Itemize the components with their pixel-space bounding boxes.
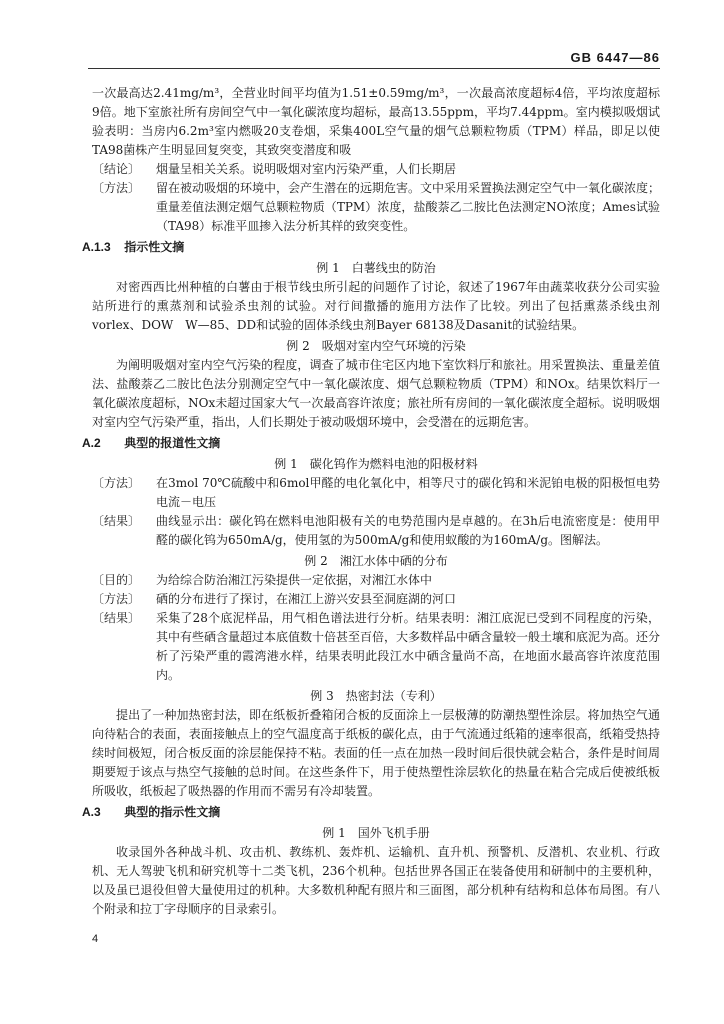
section-number: A.3 xyxy=(82,805,101,819)
section-heading-a13 xyxy=(82,238,660,257)
page-number: 4 xyxy=(92,933,99,945)
example-title: 例 2 湘江水体中硒的分布 xyxy=(304,554,448,568)
section-number: A.2 xyxy=(82,436,101,450)
method-tag: 〔方法〕 xyxy=(92,476,141,490)
conclusion-block xyxy=(92,160,660,179)
section-title: 指示性文摘 xyxy=(124,240,185,254)
result-block xyxy=(92,609,660,685)
example-body: 收录国外各种战斗机、攻击机、教练机、轰炸机、运输机、直升机、预警机、反潜机、农业机、行政机、无人驾驶飞机和研究机等十二类飞机，236个机种。包括世界各国正在装备使用和研制中的主要机种，以及虽已退役但曾大量使用过的机种。大多数机种配有照片和三面图，部分机种有结构和总体布局图。有八个附录和拉丁字母顺序的目录索引。 xyxy=(92,845,660,916)
example-body: 为阐明吸烟对室内空气污染的程度，调查了城市住宅区内地下室饮料厅和旅社。用采置换法、重量差值法、盐酸萘乙二胺比色法分别测定空气中一氧化碳浓度、烟气总颗粒物质（TPM）和NOx。结果饮料厅一氧化碳浓度超标，NOx未超过国家大气一次最高容许浓度；旅社所有房间的一氧化碳浓度全超标。说明吸烟对室内空气污染严重，指出，人们长期处于被动吸烟环境中，会受潜在的远期危害。 xyxy=(92,358,660,429)
result-text: 采集了28个底泥样品，用气相色谱法进行分析。结果表明：湘江底泥已受到不同程度的污染，其中有些硒含量超过本底值数十倍甚至百倍，大多数样品中硒含量较一般土壤和底泥为高。还分析了污染严重的霞湾港水样，结果表明此段江水中硒含量尚不高，在地面水最高容许浓度范围内。 xyxy=(156,611,661,682)
example-body: 提出了一种加热密封法，即在纸板折叠箱闭合板的反面涂上一层极薄的防潮热塑性涂层。将加热空气通向待粘合的表面，表面接触点上的空气温度高于纸板的碳化点，由于气流通过纸箱的速率很高，纸箱受热持续时间极短，闭合板反面的涂层能保持不粘。表面的任一点在加热一段时间后很快就会粘合，条件是时间周期要短于该点与热空气接触的总时间。在这些条件下，用于使热塑性涂层软化的热量在粘合完成后使被纸板所吸收，纸板起了吸热器的作用而不需另有冷却装置。 xyxy=(92,708,660,798)
method-text: 留在被动吸烟的环境中，会产生潜在的远期危害。文中采用采置换法测定空气中一氧化碳浓度；重量差值法测定烟气总颗粒物质（TPM）浓度，盐酸萘乙二胺比色法测定NO浓度；Ames试验（TA98）标准平皿掺入法分析其样的致突变性。 xyxy=(156,181,661,233)
method-tag: 〔方法〕 xyxy=(92,181,141,195)
method-text: 硒的分布进行了探讨，在湘江上游兴安县至洞庭湖的河口 xyxy=(156,592,457,606)
result-text: 曲线显示出：碳化钨在燃料电池阳极有关的电势范围内是卓越的。在3h后电流密度是：使用甲醛的碳化钨为650mA/g，使用氢的为500mA/g和使用蚁酸的为160mA/g。图解法。 xyxy=(156,514,660,547)
result-block xyxy=(92,512,660,550)
purpose-text: 为给综合防治湘江污染提供一定依据，对湘江水体中 xyxy=(156,573,433,587)
method-block xyxy=(92,590,660,609)
section-number: A.1.3 xyxy=(82,240,111,254)
header-rule xyxy=(88,68,660,69)
purpose-tag: 〔目的〕 xyxy=(92,573,141,587)
example-title: 例 1 国外飞机手册 xyxy=(322,826,430,840)
continuation-paragraph: 一次最高达2.41mg/m³，全营业时间平均值为1.51±0.59mg/m³，一次最高浓度超标4倍，平均浓度超标9倍。地下室旅社所有房间空气中一氧化碳浓度均超标，最高13.55ppm，平均7.44ppm。室内模拟吸烟试验表明：当房内6.2m³室内燃吸20支卷烟，采集400L空气量的烟气总颗粒物质（TPM）样品，即足以使TA98菌株产生明显回复突变，其致突变潜度和吸 xyxy=(92,86,660,157)
example-body: 对密西西比州种植的白薯由于根节线虫所引起的问题作了讨论，叙述了1967年由蔬菜收获分公司实验站所进行的熏蒸剂和试验杀虫剂的试验。对行间撒播的施用方法作了比较。列出了包括熏蒸杀线虫剂vorlex、DOW W—85、DD和试验的固体杀线虫剂Bayer 68138及Dasanit的试验结果。 xyxy=(92,280,660,332)
example-title: 例 1 碳化钨作为燃料电池的阳极材料 xyxy=(274,457,478,471)
example-title: 例 2 吸烟对室内空气环境的污染 xyxy=(286,339,466,353)
result-tag: 〔结果〕 xyxy=(92,514,141,528)
method-block xyxy=(92,179,660,236)
section-heading-a2 xyxy=(82,434,660,453)
example-title: 例 1 白薯线虫的防治 xyxy=(316,261,436,275)
standard-code: GB 6447—86 xyxy=(570,50,660,65)
purpose-block xyxy=(92,571,660,590)
example-title: 例 3 热密封法（专利） xyxy=(310,689,442,703)
page-body xyxy=(82,84,661,919)
conclusion-text: 烟量呈相关关系。说明吸烟对室内污染严重，人们长期居 xyxy=(156,162,457,176)
section-title: 典型的指示性文摘 xyxy=(124,805,221,819)
conclusion-tag: 〔结论〕 xyxy=(92,162,141,176)
method-block xyxy=(92,474,660,512)
section-heading-a3 xyxy=(82,803,660,822)
method-text: 在3mol 70℃硫酸中和6mol甲醛的电化氧化中，相等尺寸的碳化钨和米泥铂电极的阳极恒电势电流－电压 xyxy=(156,476,660,509)
result-tag: 〔结果〕 xyxy=(92,611,141,625)
section-title: 典型的报道性文摘 xyxy=(124,436,221,450)
method-tag: 〔方法〕 xyxy=(92,592,141,606)
